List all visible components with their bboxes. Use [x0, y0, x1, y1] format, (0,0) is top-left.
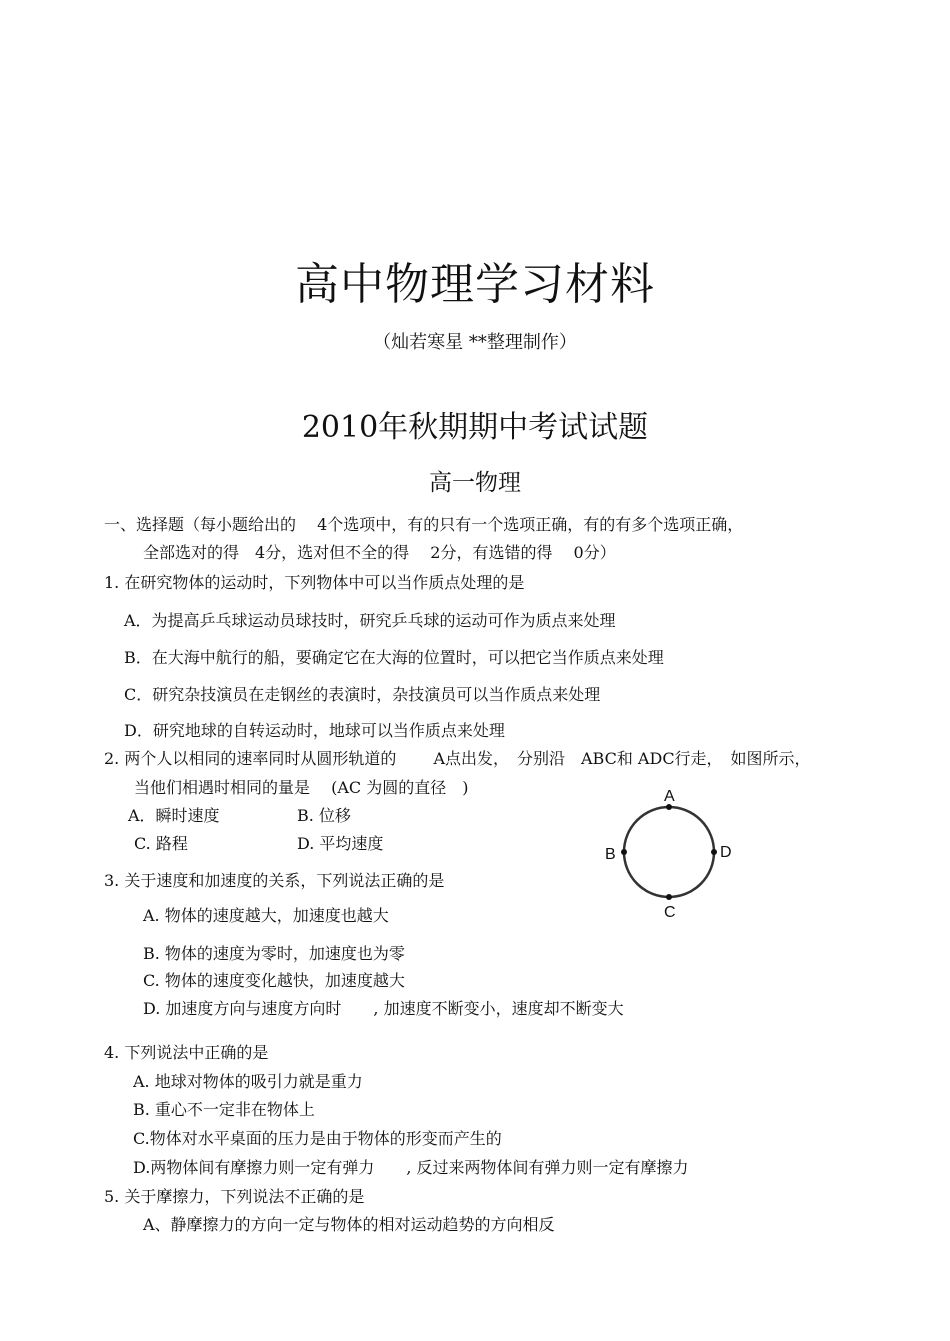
question-stem-line2: 当他们相遇时相同的量是 (AC 为圆的直径 ) — [134, 778, 469, 797]
option-c: C.物体对水平桌面的压力是由于物体的形变而产生的 — [133, 1129, 502, 1148]
option-b: B. 位移 — [297, 806, 351, 825]
page-subtitle: （灿若寒星 **整理制作） — [373, 332, 577, 353]
exam-title: 2010年秋期期中考试试题 — [301, 410, 649, 445]
page-title: 高中物理学习材料 — [295, 259, 655, 310]
circle-track — [624, 807, 714, 897]
question-stem: 3. 关于速度和加速度的关系，下列说法正确的是 — [104, 871, 445, 890]
section-heading-line2: 全部选对的得 4分，选对但不全的得 2分，有选错的得 0分） — [143, 543, 616, 562]
point-b-dot — [621, 849, 627, 855]
option-b: B. 物体的速度为零时，加速度也为零 — [143, 944, 405, 963]
option-a: A．瞬时速度 — [128, 806, 220, 825]
question-stem: 2. 两个人以相同的速率同时从圆形轨道的 A点出发， 分别沿 ABC和 ADC行走， 如图所示， — [104, 749, 811, 768]
option-b: B. 重心不一定非在物体上 — [133, 1100, 315, 1119]
label-a: A — [664, 788, 675, 805]
question-stem: 5. 关于摩擦力，下列说法不正确的是 — [104, 1187, 365, 1206]
label-d: D — [720, 844, 732, 861]
option-c: C. 物体的速度变化越快，加速度越大 — [143, 971, 405, 990]
option-b: B．在大海中航行的船，要确定它在大海的位置时，可以把它当作质点来处理 — [124, 648, 664, 667]
option-a: A. 地球对物体的吸引力就是重力 — [133, 1072, 363, 1091]
circle-track-figure — [600, 782, 750, 927]
subject-title: 高一物理 — [429, 470, 521, 496]
option-d: D. 平均速度 — [297, 834, 384, 853]
point-d-dot — [711, 849, 717, 855]
option-a: A．为提高乒乓球运动员球技时，研究乒乓球的运动可作为质点来处理 — [124, 611, 616, 630]
section-heading: 一、选择题（每小题给出的 4个选项中，有的只有一个选项正确，有的有多个选项正确， — [104, 515, 744, 534]
option-d: D．研究地球的自转运动时，地球可以当作质点来处理 — [124, 721, 505, 740]
question-stem: 1. 在研究物体的运动时，下列物体中可以当作质点处理的是 — [104, 573, 525, 592]
option-d: D.两物体间有摩擦力则一定有弹力 , 反过来两物体间有弹力则一定有摩擦力 — [133, 1158, 689, 1177]
option-a: A、静摩擦力的方向一定与物体的相对运动趋势的方向相反 — [143, 1215, 555, 1234]
option-a: A. 物体的速度越大，加速度也越大 — [143, 906, 389, 925]
label-b: B — [605, 846, 616, 863]
option-d: D. 加速度方向与速度方向时 , 加速度不断变小，速度却不断变大 — [143, 999, 624, 1018]
question-stem: 4. 下列说法中正确的是 — [104, 1043, 269, 1062]
option-c: C. 路程 — [134, 834, 188, 853]
option-c: C．研究杂技演员在走钢丝的表演时，杂技演员可以当作质点来处理 — [124, 685, 601, 704]
label-c: C — [664, 904, 676, 921]
point-c-dot — [666, 894, 672, 900]
